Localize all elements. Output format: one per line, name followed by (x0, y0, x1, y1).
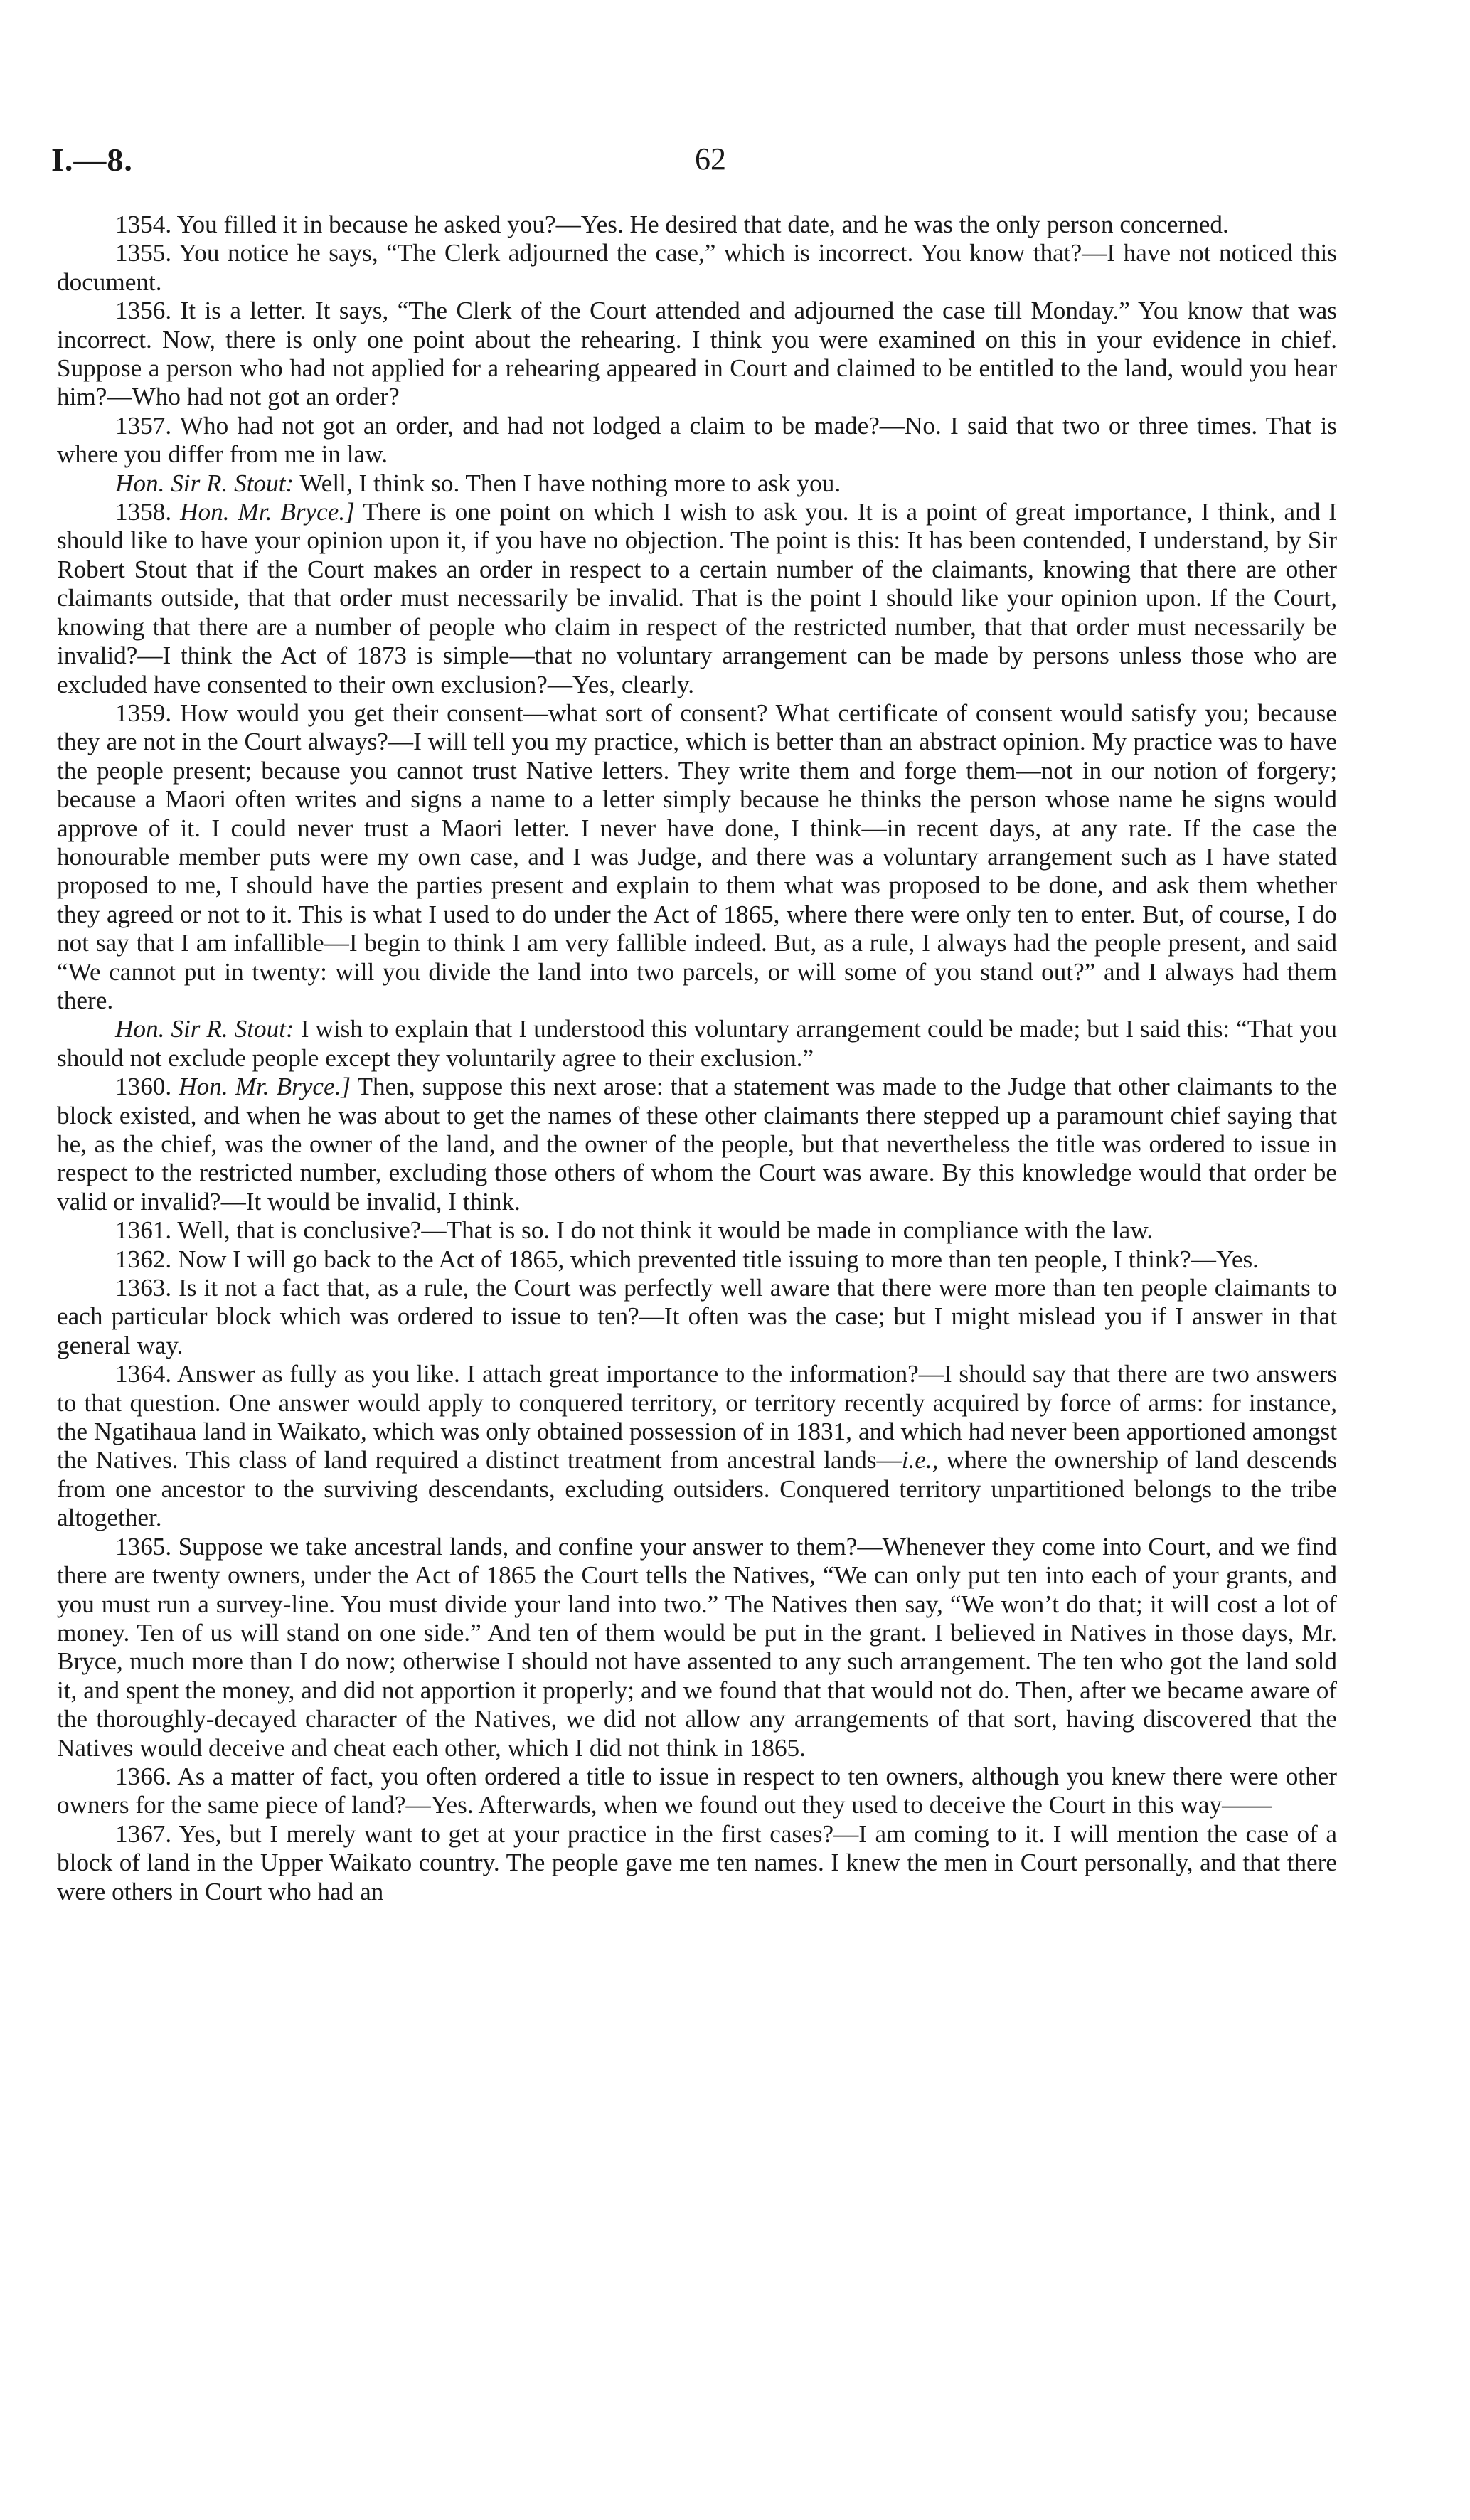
paragraph-1365: 1365. Suppose we take ancestral lands, and confine your answer to them?—Whenever they come into Court, and we find there are twenty owners, under the Act of 1865 the Court tells the Natives, “We can only put ten into each of your grants, and you must run a survey-line. You must divide your land into two.” The Natives then say, “We won’t do that; it will cost a lot of money. Ten of us will stand on one side.” And ten of them would be put in the grant. I believed in Natives in those days, Mr. Bryce, much more than I do now; otherwise I should not have assented to any such arrangement. The ten who got the land sold it, and spent the money, and did not apportion it properly; and we found that that would not do. Then, after we became aware of the thoroughly-decayed character of the Natives, we did not allow any arrangements of that sort, having discovered that the Natives would deceive and cheat each other, which I did not think in 1865. (57, 1532, 1337, 1762)
paragraph-1358: 1358. Hon. Mr. Bryce.] There is one point on which I wish to ask you. It is a point of great importance, I think, and I should like to have your opinion upon it, if you have no objection. The point is this: It has been contended, I understand, by Sir Robert Stout that if the Court makes an order in respect to a certain number of the claimants, knowing that there are other claimants outside, that that order must necessarily be invalid. That is the point I should like your opinion upon. If the Court, knowing that there are a number of people who claim in respect of the restricted number, that that order must necessarily be invalid?—I think the Act of 1873 is simple—that no voluntary arrangement can be made by persons unless those who are excluded have consented to their own exclusion?—Yes, clearly. (57, 498, 1338, 698)
page-number: 62 (695, 142, 726, 176)
speaker-name: Hon. Sir R. Stout: (115, 1015, 294, 1043)
paragraph-1360: 1360. Hon. Mr. Bryce.] Then, suppose this next arose: that a statement was made to the Judge that other claimants to the block existed, and when he was about to get the names of these other claimants there stepped up a paramount chief saying that he, as the chief, was the owner of the land, and the owner of the people, but that nevertheless the title was ordered to issue in respect to the restricted number, excluding those others of whom the Court was aware. By this knowledge would that order be valid or invalid?—It would be invalid, I think. (57, 1073, 1337, 1216)
paragraph-1356: 1356. It is a letter. It says, “The Clerk of the Court attended and adjourned the case till Monday.” You know that was incorrect. Now, there is only one point about the rehearing. I think you were examined on this in your evidence in chief. Suppose a person who had not applied for a rehearing appeared in Court and claimed to be entitled to the land, would you hear him?—Who had not got an order? (57, 297, 1337, 411)
paragraph-stout-remark: Hon. Sir R. Stout: Well, I think so. Then I have nothing more to ask you. (115, 469, 841, 497)
paragraph-1366: 1366. As a matter of fact, you often ordered a title to issue in respect to ten owners, although you knew there were other owners for the same piece of land?—Yes. Afterwards, when we found out they used to deceive the Court in this way—— (57, 1762, 1337, 1819)
paragraph-1354: 1354. You filled it in because he asked you?—Yes. He desired that date, and he was the only person concerned. (115, 211, 1229, 238)
evidence-body (57, 211, 1337, 1906)
paragraph-stout-explanation: Hon. Sir R. Stout: I wish to explain that I understood this voluntary arrangement could be made; but I said this: “That you should not exclude people except they voluntarily agree to their exclusion.” (57, 1015, 1337, 1072)
paragraph-1362: 1362. Now I will go back to the Act of 1865, which prevented title issuing to more than ten people, I think?—Yes. (115, 1245, 1259, 1273)
page-header (51, 141, 1331, 184)
paragraph-1357: 1357. Who had not got an order, and had not lodged a claim to be made?—No. I said that two or three times. That is where you differ from me in law. (57, 411, 1337, 469)
speaker-name: Hon. Mr. Bryce.] (180, 498, 355, 526)
paragraph-1363: 1363. Is it not a fact that, as a rule, the Court was perfectly well aware that there were more than ten people claimants to each particular block which was ordered to issue to ten?—It often was the case; but I might mislead you if I answer in that general way. (57, 1274, 1337, 1359)
paragraph-1361: 1361. Well, that is conclusive?—That is so. I do not think it would be made in compliance with the law. (115, 1216, 1154, 1245)
speaker-name: Hon. Mr. Bryce.] (179, 1073, 351, 1101)
paragraph-1364: 1364. Answer as fully as you like. I attach great importance to the information?—I should say that there are two answers to that question. One answer would apply to conquered territory, or territory recently acquired by force of arms: for instance, the Ngatihaua land in Waikato, which was only obtained possession of in 1831, and which had never been apportioned amongst the Natives. This class of land required a distinct treatment from ancestral lands—i.e., where the ownership of land descends from one ancestor to the surviving descendants, excluding outsiders. Conquered territory unpartitioned belongs to the tribe altogether. (57, 1360, 1337, 1532)
document-reference: I.—8. (51, 142, 133, 178)
speaker-name: Hon. Sir R. Stout: (115, 469, 294, 497)
paragraph-1359: 1359. How would you get their consent—what sort of consent? What certificate of consent would satisfy you; because they are not in the Court always?—I will tell you my practice, which is better than an abstract opinion. My practice was to have the people present; because you cannot trust Native letters. They write them and forge them—not in our notion of forgery; because a Maori often writes and signs a name to a letter simply because he thinks the person whose name he signs would approve of it. I could never trust a Maori letter. I never have done, I think—in recent days, at any rate. If the case the honourable member puts were my own case, and I was Judge, and there was a voluntary arrangement such as I have stated proposed to me, I should have the parties present and explain to them what was proposed to be done, and ask them whether they agreed or not to it. This is what I used to do under the Act of 1865, where there were only ten to enter. But, of course, I do not say that I am infallible—I begin to think I am very fallible indeed. But, as a rule, I always had the people present, and said “We cannot put in twenty: will you divide the land into two parcels, or will some of you stand out?” and I always had them there. (57, 698, 1337, 1014)
paragraph-1367: 1367. Yes, but I merely want to get at your practice in the first cases?—I am coming to it. I will mention the case of a block of land in the Upper Waikato country. The people gave me ten names. I knew the men in Court personally, and that there were others in Court who had an (57, 1819, 1337, 1905)
paragraph-1355: 1355. You notice he says, “The Clerk adjourned the case,” which is incorrect. You know that?—I have not noticed this document. (57, 239, 1337, 296)
